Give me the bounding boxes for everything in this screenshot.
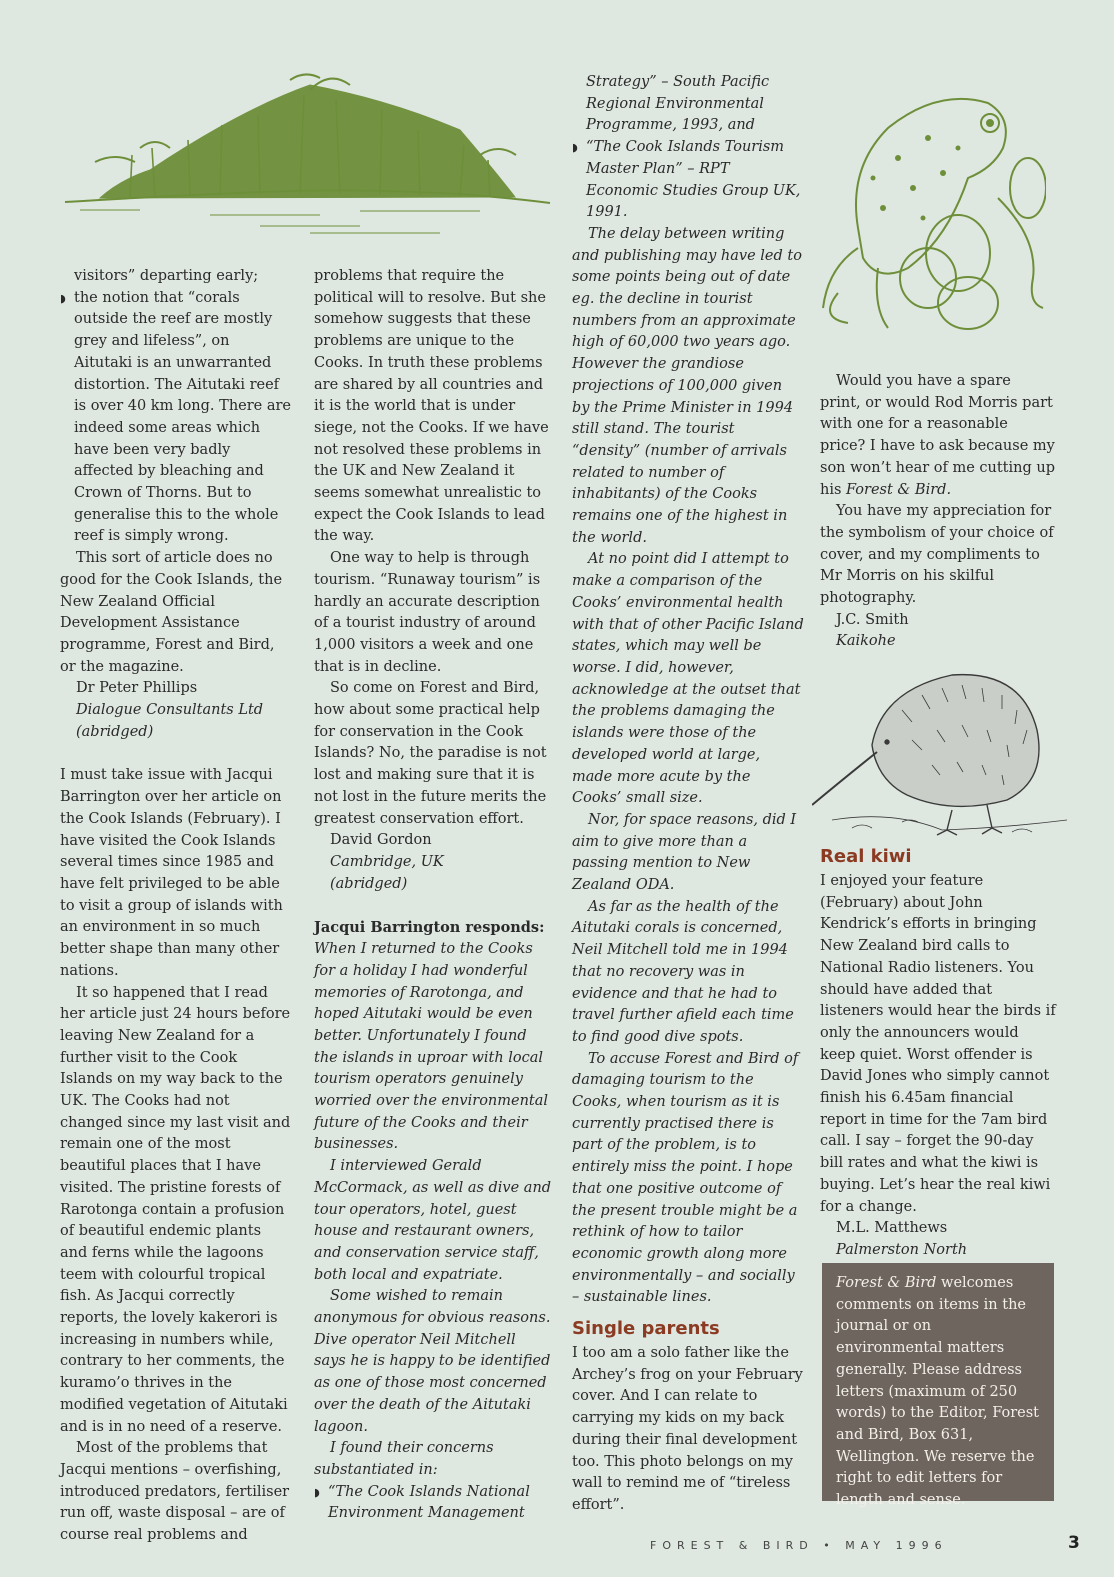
box-magazine-title: Forest & Bird <box>836 1275 937 1291</box>
signature-name: Dr Peter Phillips <box>76 680 198 697</box>
signature-block <box>820 610 1056 653</box>
bullet-point: ◗ “The Cook Islands Tourism Master Plan” – RPT Economic Studies Group UK, 1991. <box>572 137 804 224</box>
body-paragraph: I must take issue with Jacqui Barrington over her article on the Cook Islands (February). I have visited the Cook Islands several times since 1985 and have felt privileged to be able to visit a group of islands with an environment in so much better shape than many other nations. <box>60 767 283 979</box>
letter-1-continuation: visitors” departing early; <box>74 268 259 284</box>
signature-place: Kaikohe <box>836 633 896 650</box>
palm-island-illustration <box>60 70 552 240</box>
body-paragraph: I too am a solo father like the Archey’s frog on your February cover. And I can relate to carrying my kids on my back during their final development too. This photo belongs on my wall to remind me of “tireless effort”. <box>572 1345 803 1513</box>
body-paragraph: This sort of article does no good for the Cook Islands, the New Zealand Official Development Assistance programme, Forest and Bird, or the magazine. <box>60 550 283 675</box>
bullet-point: ◗ “The Cook Islands National Environment Management <box>314 1482 552 1525</box>
column-2 <box>314 266 552 1525</box>
signature-name: M.L. Matthews <box>836 1220 948 1237</box>
box-text: welcomes comments on items in the journal or on environmental matters generally. Please address letters (maximum of 250 words) to the Editor, Forest and Bird, Box 631, Wellington. We reserve the right to edit letters for length and sense. <box>836 1275 1039 1509</box>
body-paragraph: problems that require the political will to resolve. But she somehow suggests that these problems are unique to the Cooks. In truth these problems are shared by all countries and it is the world that is under siege, not the Cooks. If we have not resolved these problems in the UK and New Zealand it seems somewhat unrealistic to expect the Cook Islands to lead the way. <box>314 268 549 545</box>
magazine-title: Forest & Bird. <box>846 481 952 498</box>
response-paragraph: As far as the health of the Aitutaki corals is concerned, Neil Mitchell told me in 1994 that no recovery was in evidence and that he had to travel further afield each time to find good dive spots. <box>572 898 794 1045</box>
signature-name: J.C. Smith <box>836 611 909 628</box>
body-paragraph: Most of the problems that Jacqui mentions – overfishing, introduced predators, fertiliser run off, waste disposal – are of course real problems and <box>60 1440 290 1544</box>
response-paragraph: To accuse Forest and Bird of damaging tourism to the Cooks, when tourism as it is currently practised there is part of the problem, is to entirely miss the point. I hope that one positive outcome of the present trouble might be a rethink of how to tailor economic growth along more environmentally – and socially – sustainable lines. <box>572 1050 799 1306</box>
signature-place: Palmerston North <box>836 1241 968 1258</box>
page-footer: FOREST & BIRD • MAY 1996 <box>650 1539 948 1552</box>
body-paragraph: It so happened that I read her article just 24 hours before leaving New Zealand for a further visit to the Cook Islands on my way back to the UK. The Cooks had not changed since my last visit and remain one of the most beautiful places that I have visited. The pristine forests of Rarotonga contain a profusion of beautiful endemic plants and ferns while the lagoons teem with colourful tropical fish. As Jacqui correctly reports, the lovely kakerori is increasing in numbers while, contrary to her comments, the kuramo’o thrives in the modified vegetation of Aitutaki and is in no need of a reserve. <box>60 984 291 1435</box>
body-paragraph <box>820 371 1056 501</box>
signature-note: (abridged) <box>76 723 154 740</box>
column-3 <box>572 72 804 1517</box>
signature-block <box>820 1218 1056 1261</box>
response-paragraph: When I returned to the Cooks for a holiday I had wonderful memories of Rarotonga, and hoped Aitutaki would be even better. Unfortunately I found the islands in uproar with local tourism operators genuinely worried over the environmental future of the Cooks and their businesses. <box>314 941 549 1153</box>
response-paragraph: Nor, for space reasons, did I aim to give more than a passing mention to New Zealand ODA. <box>572 811 797 894</box>
response-paragraph: I found their concerns substantiated in: <box>314 1440 494 1478</box>
signature-place: Cambridge, UK <box>330 853 444 870</box>
body-paragraph: So come on Forest and Bird, how about some practical help for conservation in the Cook Islands? No, the paradise is not lost and making sure that it is not lost in the future merits the greatest conservation effort. <box>314 680 547 827</box>
response-paragraph: I interviewed Gerald McCormack, as well as dive and tour operators, hotel, guest house and restaurant owners, and conservation service staff, both local and expatriate. <box>314 1158 552 1283</box>
body-paragraph: I enjoyed your feature (February) about John Kendrick’s efforts in bringing New Zealand bird calls to National Radio listeners. You should have added that listeners would hear the birds if only the announcers would keep quiet. Worst offender is David Jones who simply cannot finish his 6.45am financial report in time for the 7am bird call. I say – forget the 90-day bill rates and what the kiwi is buying. Let’s hear the real kiwi for a change. <box>820 873 1056 1215</box>
response-paragraph: At no point did I attempt to make a comparison of the Cooks’ environmental health with that of other Pacific Island states, which may well be worse. I did, however, acknowledge at the outset that the problems damaging the islands were those of the developed world at large, made more acute by the Cooks’ small size. <box>572 551 804 807</box>
page-number: 3 <box>1068 1533 1080 1553</box>
body-paragraph: One way to help is through tourism. “Runaway tourism” is hardly an accurate description of a tourist industry of around 1,000 visitors a week and one that is in decline. <box>314 550 541 675</box>
signature-organisation: Dialogue Consultants Ltd <box>76 702 264 719</box>
column-4-bottom <box>820 845 1056 1262</box>
section-heading-real-kiwi: Real kiwi <box>820 846 912 867</box>
signature-block <box>314 830 552 895</box>
body-text: Would you have a spare print, or would Rod Morris part with one for a reasonable price? I have to ask because my son won’t hear of me cutting up his <box>820 373 1055 498</box>
response-heading: Jacqui Barrington responds: <box>314 919 545 937</box>
response-paragraph: Some wished to remain anonymous for obvious reasons. Dive operator Neil Mitchell says he is happy to be identified as one of those most concerned over the death of the Aitutaki lagoon. <box>314 1288 551 1435</box>
signature-block <box>60 678 292 743</box>
signature-name: David Gordon <box>330 832 432 849</box>
signature-note: (abridged) <box>330 875 408 892</box>
body-paragraph: You have my appreciation for the symbolism of your choice of cover, and my compliments to Mr Morris on his skilful photography. <box>820 503 1054 607</box>
archeys-frog-illustration <box>818 78 1046 338</box>
response-paragraph: The delay between writing and publishing may have led to some points being out of date eg. the decline in tourist numbers from an approximate high of 60,000 two years ago. However the grandiose projections of 100,000 given by the Prime Minister in 1994 still stand. The tourist “density” (number of arrivals related to number of inhabitants) of the Cooks remains one of the highest in the world. <box>572 225 802 546</box>
section-heading-single-parents: Single parents <box>572 1318 720 1340</box>
letters-info-box <box>822 1263 1054 1509</box>
kiwi-bird-illustration <box>812 670 1077 845</box>
column-4-top <box>820 371 1056 653</box>
column-1 <box>60 266 292 1547</box>
bullet-continuation: Strategy” – South Pacific Regional Environmental Programme, 1993, and <box>586 74 770 134</box>
bullet-point: ◗ the notion that “corals outside the reef are mostly grey and lifeless”, on Aitutaki is an unwarranted distortion. The Aitutaki reef is over 40 km long. There are indeed some areas which have been very badly affected by bleaching and Crown of Thorns. But to generalise this to the whole reef is simply wrong. <box>60 288 292 548</box>
